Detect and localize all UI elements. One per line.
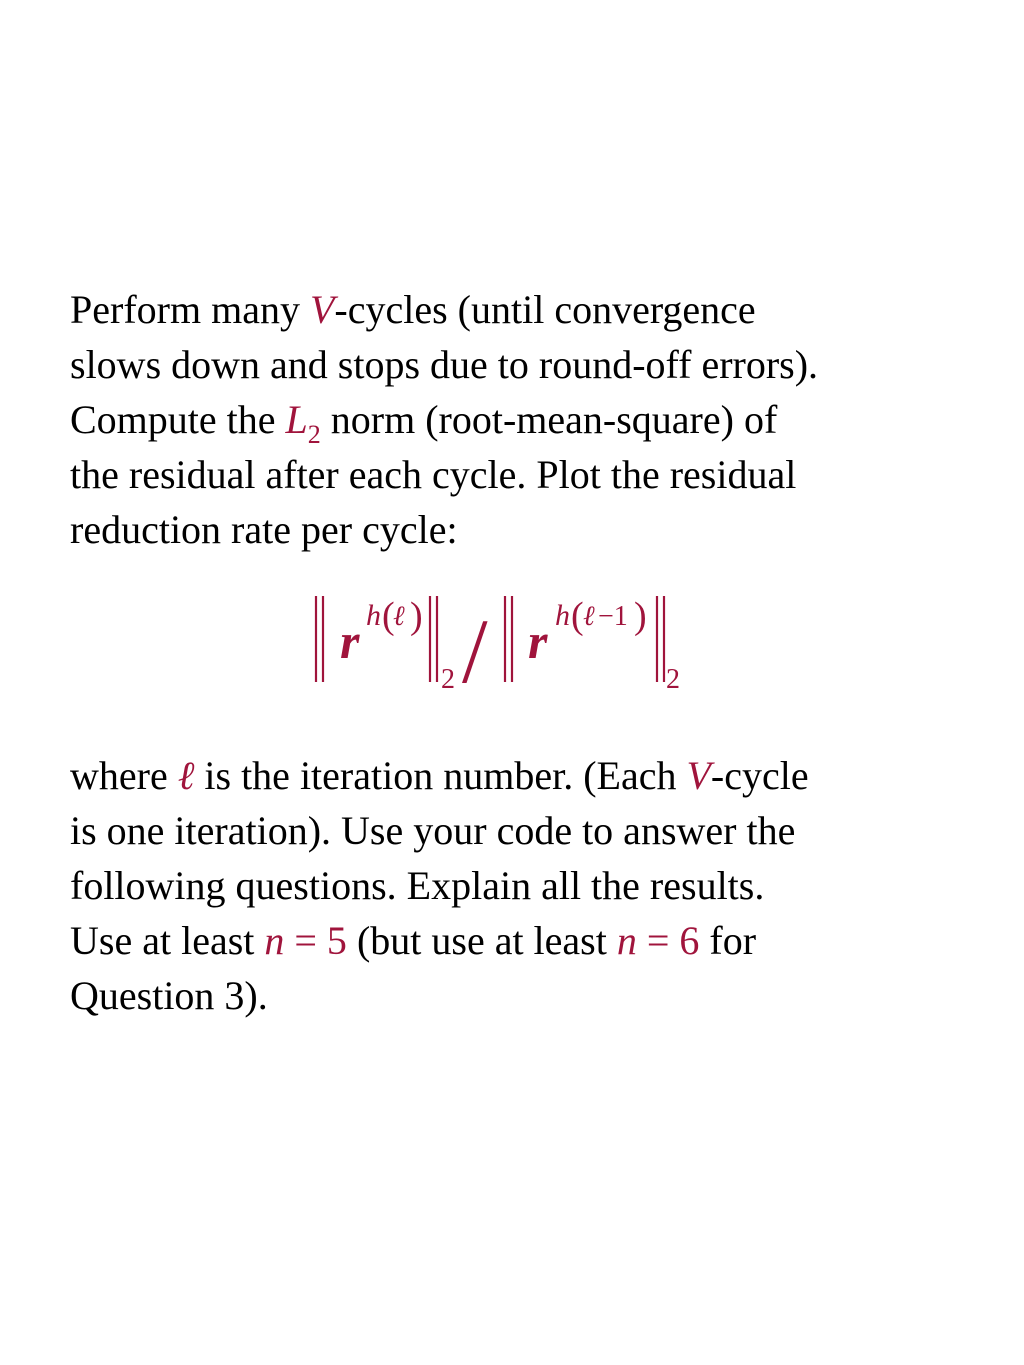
math-ell: ℓ	[177, 753, 195, 798]
math-v: V	[309, 287, 335, 332]
formula-r-denominator: r	[528, 613, 548, 669]
formula-ell-denominator: ℓ	[583, 601, 595, 632]
math-n: n	[264, 918, 285, 963]
instructions-line-2: is one iteration). Use your code to answer the	[70, 808, 796, 853]
instructions-line-3: following questions. Explain all the results.	[70, 863, 765, 908]
text-fragment: where	[70, 753, 178, 798]
formula-norm-sub-denominator: 2	[666, 664, 680, 695]
instructions-line-4	[70, 913, 970, 968]
intro-line-1	[70, 282, 970, 337]
intro-paragraph	[70, 282, 970, 557]
text-fragment: (but use at least	[346, 918, 617, 963]
formula-r-numerator: r	[340, 613, 360, 669]
text-fragment: is the iteration number. (Each	[194, 753, 687, 798]
formula-h-numerator: h	[366, 599, 381, 632]
math-l: L	[285, 397, 308, 442]
instructions-line-5: Question 3).	[70, 973, 268, 1018]
text-fragment: for	[699, 918, 757, 963]
intro-line-3	[70, 392, 970, 447]
formula-slash: /	[462, 600, 488, 702]
text-fragment: -cycle	[710, 753, 809, 798]
formula-open-paren: (	[571, 595, 584, 637]
formula-norm-sub-numerator: 2	[441, 664, 455, 695]
math-n: n	[616, 918, 637, 963]
formula-svg	[0, 592, 1024, 702]
text-fragment: Perform many	[70, 287, 310, 332]
math-equals-six: = 6	[636, 918, 700, 963]
text-fragment: Compute the	[70, 397, 286, 442]
math-equals-five: = 5	[284, 918, 347, 963]
instructions-line-1	[70, 748, 970, 803]
formula-close-paren: )	[410, 595, 423, 637]
text-fragment: norm (root-mean-square) of	[320, 397, 778, 442]
text-fragment: -cycles (until convergence	[334, 287, 756, 332]
formula-h-denominator: h	[555, 599, 570, 632]
math-v: V	[686, 753, 711, 798]
math-l-subscript: 2	[307, 420, 321, 449]
formula-close-paren: )	[634, 595, 647, 637]
formula-ell-numerator: ℓ	[393, 601, 405, 632]
intro-line-5: reduction rate per cycle:	[70, 507, 458, 552]
formula-minus-one: −1	[598, 601, 628, 632]
intro-line-4: the residual after each cycle. Plot the residual	[70, 452, 797, 497]
formula-open-paren: (	[382, 595, 395, 637]
intro-line-2: slows down and stops due to round-off errors).	[70, 342, 819, 387]
instructions-paragraph	[70, 748, 970, 1023]
residual-ratio-formula	[0, 592, 1024, 702]
text-fragment: Use at least	[70, 918, 265, 963]
